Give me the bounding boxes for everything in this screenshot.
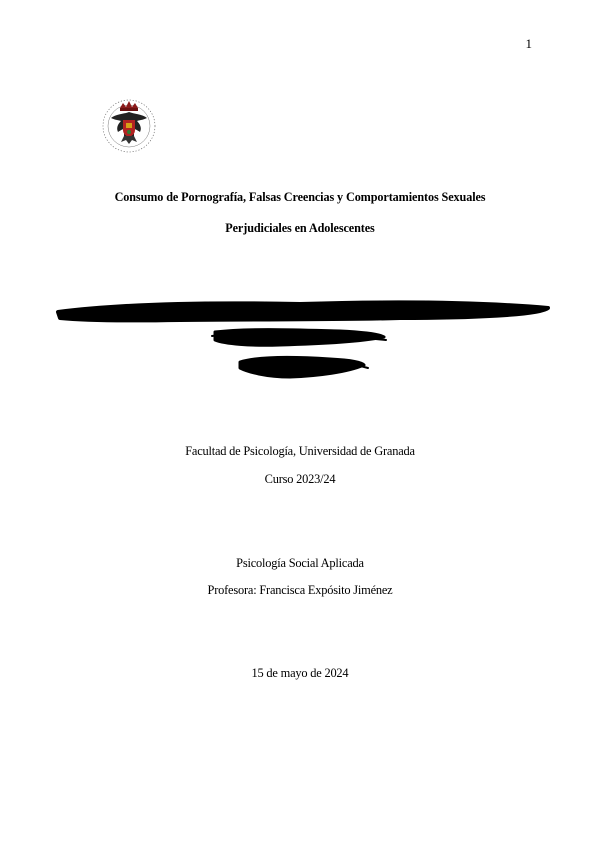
institution-line: Facultad de Psicología, Universidad de Granada <box>185 444 415 458</box>
subject-line: Psicología Social Aplicada <box>236 556 364 570</box>
university-seal-logo <box>96 96 162 156</box>
document-title-line-2: Perjudiciales en Adolescentes <box>225 221 375 235</box>
professor-line: Profesora: Francisca Expósito Jiménez <box>207 583 393 597</box>
page-number: 1 <box>525 36 532 51</box>
date-line: 15 de mayo de 2024 <box>251 666 349 680</box>
redacted-author-block <box>0 288 600 388</box>
course-year-line: Curso 2023/24 <box>264 472 336 486</box>
document-title-line-1: Consumo de Pornografía, Falsas Creencias y Comportamientos Sexuales <box>114 190 486 204</box>
